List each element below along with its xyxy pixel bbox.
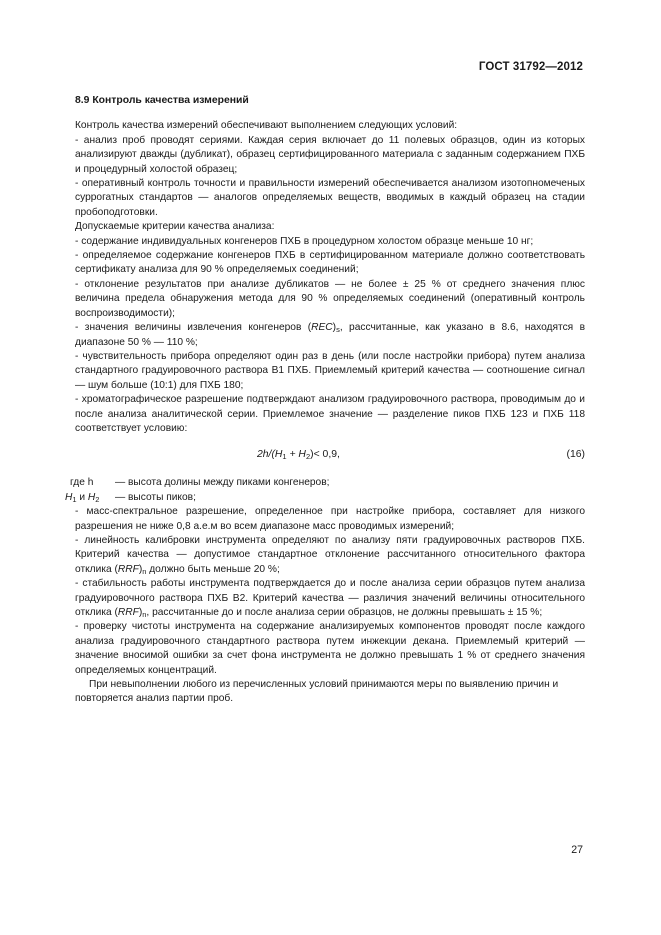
criterion-3: - отклонение результатов при анализе дубликатов — не более ± 25 % от среднего значения плюс величина предела обнаружения метода для 90 % определяемых соединений (оперативный контроль воспроизводимости); — [75, 278, 585, 319]
formula-sub-1: 1 — [282, 452, 287, 462]
where-label: где h — [70, 477, 94, 489]
criterion-6: - хроматографическое разрешение подтверждают анализом градуировочного раствора, проводимым до и после анализа аналитической серии. Приемлемое значение — разделение пиков ПХБ 123 и ПХБ 118 соответствует условию: — [75, 394, 585, 434]
formula-rhs: )< 0,9, — [310, 449, 340, 461]
formula-plus: + H — [286, 449, 306, 461]
formula-16 — [75, 440, 585, 470]
formula-number: (16) — [566, 449, 585, 461]
criterion-1: - содержание индивидуальных конгенеров ПХБ в процедурном холостом образце меньше 10 нг; — [75, 235, 534, 247]
criterion-9-text-b: , рассчитанные до и после анализа серии образцов, не должны превышать ± 15 %; — [146, 606, 543, 618]
criterion-8-sub: n — [142, 566, 147, 576]
criterion-2: - определяемое содержание конгенеров ПХБ в сертифицированном материале должно соответствовать сертификату анализа для 90 % определяемых соединений; — [75, 250, 585, 276]
criterion-9-var: RRF — [117, 606, 139, 618]
paragraph-intro: Контроль качества измерений обеспечивают выполнением следующих условий: — [75, 120, 458, 132]
section-heading: 8.9 Контроль качества измерений — [75, 95, 249, 106]
criterion-4-sub: s — [336, 325, 340, 335]
where-and: и — [76, 491, 88, 503]
criterion-10: - проверку чистоты инструмента на содержание анализируемых компонентов проводят после каждого анализа градуировочного стандартного раствора путем инжекции декана. Приемлемый критерий — значение вносимой ошибки за счет фона инструмента не должно превышать 1 % от среднего значения определяемых концентраций. — [75, 621, 585, 676]
criterion-4-text-a: - значения величины извлечения конгенеров ( — [75, 322, 312, 334]
criterion-4: - значения величины извлечения конгенеров $(REC)_s$, рассчитанные, как указано в 8.6, находятся в диапазоне 50 % — 110 %; — [75, 322, 585, 348]
where-line-1 — [70, 476, 585, 490]
formula-lhs: 2h/(H — [257, 449, 283, 461]
where-symbols — [65, 491, 99, 505]
criterion-8: - линейность калибровки инструмента определяют по анализу пяти градуировочных растворов ПХБ. Критерий качества — допустимое стандартное отклонение рассчитанного относительного фактора отклика $(RRF)_n$ должно быть меньше 20 %; — [75, 534, 585, 576]
criterion-9: - стабильность работы инструмента подтверждается до и после анализа серии образцов путем анализа градуировочного раствора ПХБ В2. Критерий качества — различия значений величины относительного отклика $(RRF)_n$, рассчитанные до и после анализа серии образцов, не должны превышать ± 15 %; — [75, 578, 585, 619]
formula-expression — [257, 448, 340, 462]
document-body — [65, 94, 585, 707]
criterion-9-sub: n — [142, 609, 147, 619]
condition-1: - анализ проб проводят сериями. Каждая серия включает до 11 полевых образцов, один из которых анализируют дважды (дубликат), образец сертифицированного материала с заданным содержанием ПХБ и процедурный холостой образец; — [75, 134, 585, 175]
criterion-8-text-a: - линейность калибровки инструмента определяют по анализу пяти градуировочных растворов ПХБ. Критерий качества — допустимое стандартное отклонение рассчитанного относительного фактора отклика ( — [75, 534, 585, 575]
criterion-5: - чувствительность прибора определяют один раз в день (или после настройки прибора) путем анализа стандартного градуировочного раствора В1 ПХБ. Приемлемый критерий качества — соотношение сигнал — шум больше (10:1) для ПХБ 180; — [75, 350, 585, 391]
where-line-2 — [65, 491, 585, 505]
formula-sub-2: 2 — [305, 452, 311, 462]
criterion-9-text-a: - стабильность работы инструмента подтверждается до и после анализа серии образцов путем анализа градуировочного раствора ПХБ В2. Критерий качества — различия значений величины относительного отклика ( — [75, 578, 585, 618]
where-definition-1: — высота долины между пиками конгенеров; — [115, 477, 330, 489]
where-definition-2: — высоты пиков; — [115, 491, 196, 503]
page-number: 27 — [571, 844, 583, 856]
paragraph-final: При невыполнении любого из перечисленных условий принимаются меры по выявлению причин и повторяется анализ партии проб. — [75, 679, 559, 705]
criterion-8-var: RRF — [117, 563, 139, 575]
criteria-intro: Допускаемые критерии качества анализа: — [75, 221, 275, 233]
criterion-4-var: REC — [311, 322, 333, 334]
condition-2: - оперативный контроль точности и правильности измерений обеспечивается анализом изотопномеченых суррогатных стандартов — аналогов определяемых веществ, вводимых в каждый образец на стадии пробоподготовки. — [75, 178, 585, 218]
criterion-7: - масс-спектральное разрешение, определенное при настройке прибора, составляет для низкого разрешения не ниже 0,8 а.е.м во всем диапазоне масс проводимых измерений; — [75, 506, 585, 532]
where-h1-sub: 1 — [72, 494, 77, 504]
standard-header: ГОСТ 31792—2012 — [478, 61, 583, 73]
criterion-8-text-b: должно быть меньше 20 %; — [146, 563, 280, 575]
where-h2-sub: 2 — [95, 494, 100, 504]
where-h1: H — [65, 491, 73, 503]
where-h2: H — [87, 491, 96, 503]
criterion-4-text-b: , рассчитанные, как указано в 8.6, находятся в диапазоне 50 % — 110 %; — [75, 322, 585, 348]
